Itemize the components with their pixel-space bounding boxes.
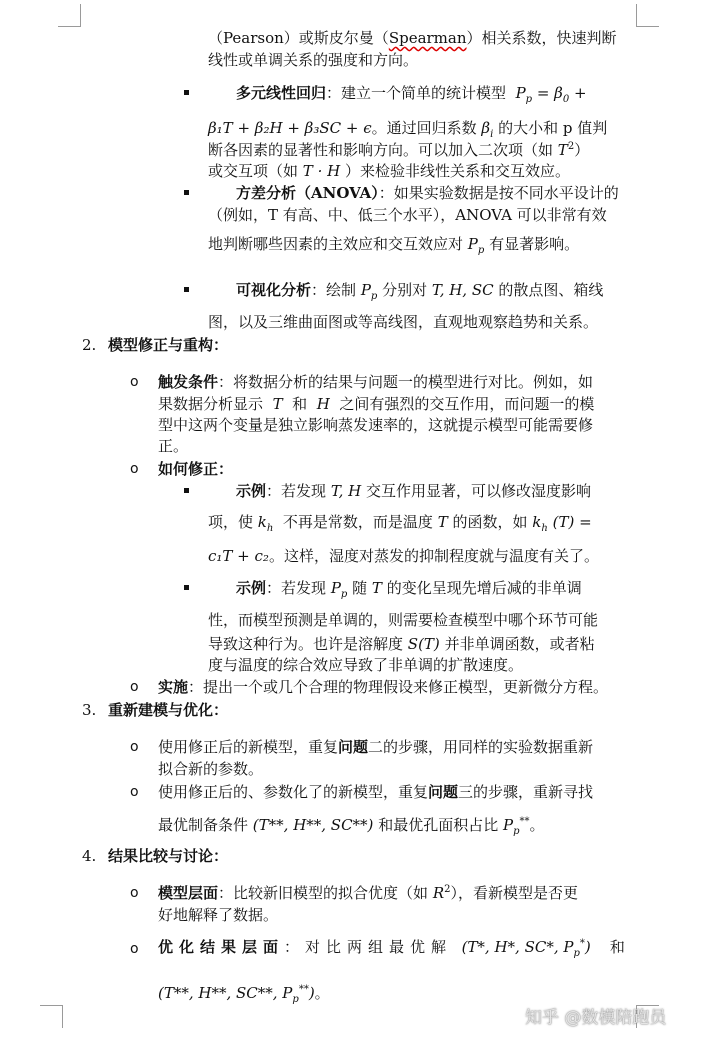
page-corner-mark bbox=[636, 4, 659, 27]
trigger-line-1: 触发条件：将数据分析的结果与问题一的模型进行对比。例如，如 bbox=[158, 373, 594, 391]
example-2-line-1: 示例：若发现 $P_p$ 随 T 的变化呈现先增后减的非单调 bbox=[236, 579, 582, 600]
compare-line-4: (T**, H**, SC**, $P_p^{**}$)。 bbox=[158, 984, 330, 1005]
trigger-line-3: 型中这两个变量是独立影响蒸发速率的，这就提示模型可能需要修 bbox=[158, 416, 594, 434]
anova-line-3: 地判断哪些因素的主效应和交互效应对 $P_p$ 有显著影响。 bbox=[208, 235, 580, 256]
circle-bullet-icon: o bbox=[130, 941, 139, 957]
paragraph-line: 线性或单调关系的强度和方向。 bbox=[208, 51, 419, 69]
regression-line-2: β₁T + β₂H + β₃SC + ϵ。通过回归系数 $\beta_i$ 的大小和 p 值判 bbox=[208, 119, 608, 140]
rebuild-line-2: 拟合新的参数。 bbox=[158, 760, 264, 778]
anova-line-2: （例如，T 有高、中、低三个水平），ANOVA 可以非常有效 bbox=[208, 206, 607, 224]
example-1-line-3: c₁T + c₂。这样，湿度对蒸发的抑制程度就与温度有关了。 bbox=[208, 547, 599, 565]
circle-bullet-icon: o bbox=[130, 374, 139, 390]
circle-bullet-icon: o bbox=[130, 679, 139, 695]
section-4-title: 结果比较与讨论： bbox=[108, 847, 229, 865]
example-2-line-2: 性，而模型预测是单调的，则需要检查模型中哪个环节可能 bbox=[208, 611, 599, 629]
compare-line-2: 好地解释了数据。 bbox=[158, 906, 279, 924]
visual-line-2: 图，以及三维曲面图或等高线图，直观地观察趋势和关系。 bbox=[208, 313, 599, 331]
rebuild-line-4: 最优制备条件 (T**, H**, SC**) 和最优孔面积占比 $P_p^{**}$。 bbox=[158, 816, 545, 837]
anova-line-1: 方差分析（ANOVA）：如果实验数据是按不同水平设计的 bbox=[236, 184, 619, 202]
regression-line-3: 断各因素的显著性和影响方向。可以加入二次项（如 $T^2$） bbox=[208, 141, 590, 159]
square-bullet-icon bbox=[184, 585, 189, 590]
example-2-line-3: 导致这种行为。也许是溶解度 S(T) 并非单调函数，或者粘 bbox=[208, 635, 595, 653]
example-1-line-2: 项，使 $k_ℎ$ 不再是常数，而是温度 T 的函数，如 $k_ℎ$ (T) = bbox=[208, 513, 592, 534]
rebuild-line-1: 使用修正后的新模型，重复问题二的步骤，用同样的实验数据重新 bbox=[158, 738, 594, 756]
page-corner-mark bbox=[40, 1005, 63, 1028]
implementation-line: 实施：提出一个或几个合理的物理假设来修正模型，更新微分方程。 bbox=[158, 678, 609, 696]
example-1-line-1: 示例：若发现 T, H 交互作用显著，可以修改湿度影响 bbox=[236, 482, 592, 500]
compare-line-3: 优化结果层面：对比两组最优解 (T*, H*, SC*, $P_p^*$) 和 bbox=[158, 938, 625, 959]
regression-line-4: 或交互项（如 T · H ）来检验非线性关系和交互效应。 bbox=[208, 162, 570, 180]
example-2-line-4: 度与温度的综合效应导致了非单调的扩散速度。 bbox=[208, 656, 524, 674]
circle-bullet-icon: o bbox=[130, 784, 139, 800]
section-2-title: 模型修正与重构： bbox=[108, 336, 229, 354]
rebuild-line-3: 使用修正后的、参数化了的新模型，重复问题三的步骤，重新寻找 bbox=[158, 783, 594, 801]
circle-bullet-icon: o bbox=[130, 739, 139, 755]
section-number: 4. bbox=[82, 847, 97, 865]
square-bullet-icon bbox=[184, 287, 189, 292]
page-corner-mark bbox=[58, 4, 81, 27]
trigger-line-2: 果数据分析显示 T 和 H 之间有强烈的交互作用，而问题一的模 bbox=[158, 395, 595, 413]
section-number: 2. bbox=[82, 336, 97, 354]
paragraph-line: （Pearson）或斯皮尔曼（Spearman）相关系数，快速判断 bbox=[208, 29, 617, 47]
circle-bullet-icon: o bbox=[130, 461, 139, 477]
how-to-fix-title: 如何修正： bbox=[158, 460, 234, 478]
square-bullet-icon bbox=[184, 90, 189, 95]
regression-line-1: 多元线性回归：建立一个简单的统计模型 $P_p = \beta_0$ + bbox=[236, 84, 587, 105]
watermark: 知乎 @数模陪跑员 bbox=[525, 1008, 667, 1028]
square-bullet-icon bbox=[184, 488, 189, 493]
compare-line-1: 模型层面：比较新旧模型的拟合优度（如 $R^2$），看新模型是否更 bbox=[158, 884, 578, 902]
square-bullet-icon bbox=[184, 190, 189, 195]
circle-bullet-icon: o bbox=[130, 885, 139, 901]
section-3-title: 重新建模与优化： bbox=[108, 701, 229, 719]
section-number: 3. bbox=[82, 701, 97, 719]
trigger-line-4: 正。 bbox=[158, 437, 189, 455]
visual-line-1: 可视化分析：绘制 $P_p$ 分别对 T, H, SC 的散点图、箱线 bbox=[236, 281, 604, 302]
